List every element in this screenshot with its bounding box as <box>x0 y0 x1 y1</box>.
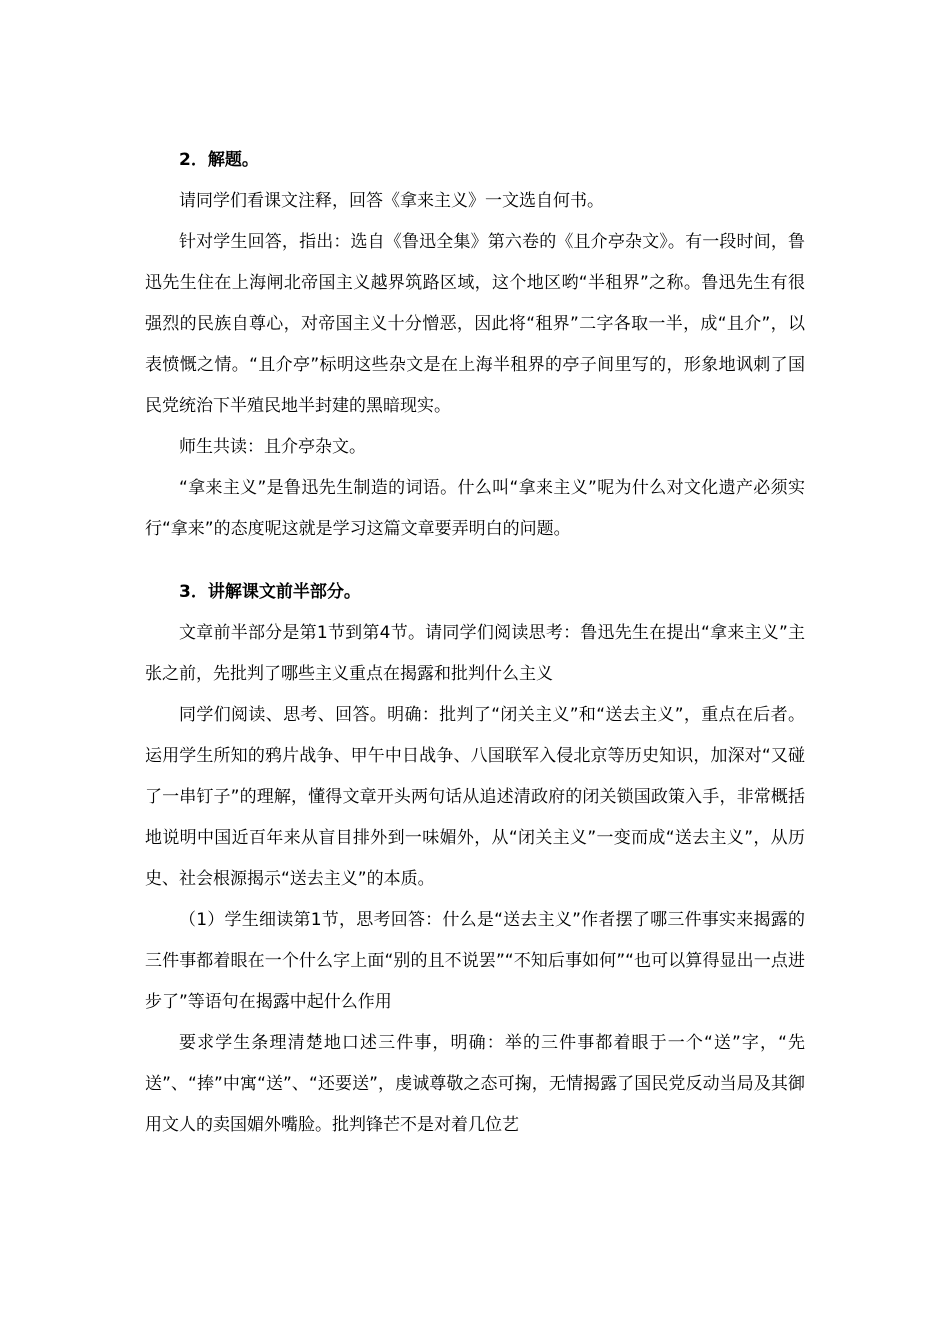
section-3-paragraph-4: 要求学生条理清楚地口述三件事，明确：举的三件事都着眼于一个“送”字，“先送”、“捧”中寓“送”、“还要送”，虔诚尊敬之态可掬，无情揭露了国民党反动当局及其御用文人的卖国媚外嘴脸。批判锋芒不是对着几位艺 <box>145 1033 805 1135</box>
section-3-heading: 3．讲解课文前半部分。 <box>179 582 361 602</box>
section-3-paragraph-3: （1）学生细读第1节，思考回答：什么是“送去主义”作者摆了哪三件事实来揭露的三件事都着眼在一个什么字上面“别的且不说罢”“不知后事如何”“也可以算得显出一点进步了”等语句在揭露中起什么作用 <box>145 910 805 1012</box>
section-2-paragraph-4: “拿来主义”是鲁迅先生制造的词语。什么叫“拿来主义”呢为什么对文化遗产必须实行“拿来”的态度呢这就是学习这篇文章要弄明白的问题。 <box>145 478 805 539</box>
section-2-paragraph-2: 针对学生回答，指出：选自《鲁迅全集》第六卷的《且介亭杂文》。有一段时间，鲁迅先生住在上海闸北帝国主义越界筑路区域，这个地区哟“半租界”之称。鲁迅先生有很强烈的民族自尊心，对帝国主义十分憎恶，因此将“租界”二字各取一半，成“且介”，以表愤慨之情。“且介亭”标明这些杂文是在上海半租界的亭子间里写的，形象地讽刺了国民党统治下半殖民地半封建的黑暗现实。 <box>145 232 805 416</box>
section-2-heading: 2．解题。 <box>179 150 259 170</box>
section-gap <box>145 550 805 572</box>
section-2-paragraph-3: 师生共读：且介亭杂文。 <box>179 437 366 457</box>
section-3-paragraph-1: 文章前半部分是第1节到第4节。请同学们阅读思考：鲁迅先生在提出“拿来主义”主张之前，先批判了哪些主义重点在揭露和批判什么主义 <box>145 623 805 684</box>
section-3-paragraph-2: 同学们阅读、思考、回答。明确：批判了“闭关主义”和“送去主义”，重点在后者。运用学生所知的鸦片战争、甲午中日战争、八国联军入侵北京等历史知识，加深对“又碰了一串钉子”的理解，懂得文章开头两句话从追述清政府的闭关锁国政策入手，非常概括地说明中国近百年来从盲目排外到一味媚外，从“闭关主义”一变而成“送去主义”，从历史、社会根源揭示“送去主义”的本质。 <box>145 705 805 889</box>
document-page <box>145 140 805 1146</box>
section-2-paragraph-1: 请同学们看课文注释，回答《拿来主义》一文选自何书。 <box>179 191 604 211</box>
